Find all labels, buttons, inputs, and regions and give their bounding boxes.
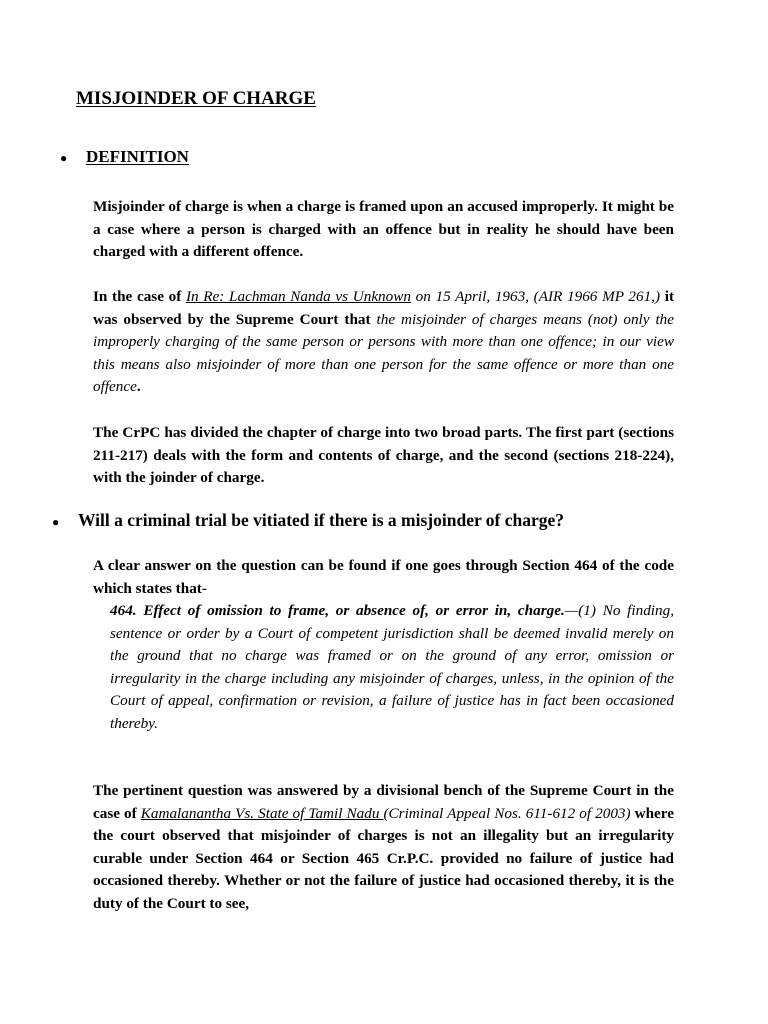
question-section-heading [52, 510, 564, 531]
final-paragraph [93, 780, 674, 915]
question-heading: Will a criminal trial be vitiated if there is a misjoinder of charge? [78, 510, 565, 530]
section-464-quote [110, 600, 674, 735]
bullet-icon: ● [60, 151, 68, 165]
crpc-paragraph: The CrPC has divided the chapter of charge into two broad parts. The first part (sections 211-217) deals with the form and contents of charge, and the second (sections 218-224), with the joinder of charge. [93, 424, 674, 486]
bullet-icon: ● [52, 515, 60, 529]
case-date: on 15 April, 1963, (AIR 1966 MP 261,) [410, 288, 661, 305]
answer-paragraph: A clear answer on the question can be found if one goes through Section 464 of the code which states that- [93, 557, 674, 597]
section-quote-head: 464. Effect of omission to frame, or absence of, or error in, charge. [110, 602, 565, 619]
case-paragraph [93, 286, 674, 399]
final-rest-text: where the court observed that misjoinder of charges is not an illegality but an irregularity curable under Section 464 or Section 465 Cr.P.C. provided no failure of justice had occasioned thereby. Whether or not the failure of justice had occasioned thereby, it is the duty of the Court to see, [93, 804, 674, 912]
definition-section-heading [60, 147, 189, 167]
page-title: MISJOINDER OF CHARGE [76, 88, 316, 109]
section-quote-body: —(1) No finding, sentence or order by a Court of competent jurisdiction shall be deemed invalid merely on the ground that no charge was framed or on the ground of any error, omission or irregularity in the charge including any misjoinder of charges, unless, in the opinion of the Court of appeal, confirmation or revision, a failure of justice has in fact been occasioned thereby. [110, 602, 674, 732]
case-link[interactable]: In Re: Lachman Nanda vs Unknown [185, 288, 411, 305]
case-end: . [136, 378, 141, 395]
case-quote: the misjoinder of charges means (not) only the improperly charging of the same person or persons with more than one offence; in our view this means also misjoinder of more than one person for the same offence or more than one offence [93, 310, 675, 395]
final-case-link[interactable]: Kamalanantha Vs. State of Tamil Nadu [140, 804, 384, 822]
final-citation: (Criminal Appeal Nos. 611-612 of 2003) [383, 804, 631, 822]
case-middle-text: it was observed by the Supreme Court that [93, 288, 675, 328]
definition-paragraph: Misjoinder of charge is when a charge is framed upon an accused improperly. It might be a case where a person is charged with an offence but in reality he should have been charged with a different offence. [93, 198, 674, 260]
definition-heading: DEFINITION [86, 147, 189, 166]
case-lead-text: In the case of [93, 288, 186, 305]
final-lead-text: The pertinent question was answered by a divisional bench of the Supreme Court in the case of [93, 782, 674, 822]
